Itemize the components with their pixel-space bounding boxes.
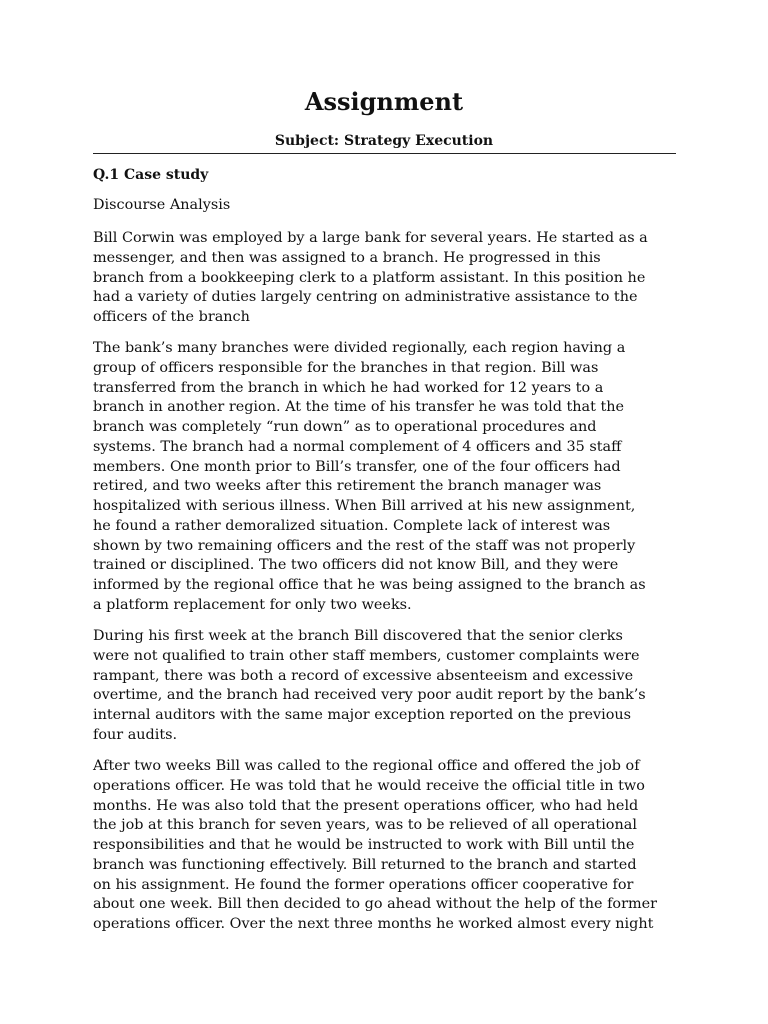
paragraph-line: a platform replacement for only two weeks. (93, 596, 412, 613)
paragraph-line: officers of the branch (93, 309, 250, 325)
header-divider (93, 153, 676, 154)
paragraph-4 (93, 757, 657, 935)
paragraph-line: operations officer. He was told that he would receive the official title in two (93, 777, 645, 794)
paragraph-line: responsibilities and that he would be instructed to work with Bill until the (93, 837, 635, 853)
paragraph-line: retired, and two weeks after this retirement the branch manager was (93, 478, 602, 495)
paragraph-line: During his first week at the branch Bill discovered that the senior clerks (93, 628, 623, 644)
paragraph-line: members. One month prior to Bill’s transfer, one of the four officers had (93, 458, 621, 475)
paragraph-line: operations officer. Over the next three months he worked almost every night (93, 916, 654, 932)
paragraph-line: Bill Corwin was employed by a large bank for several years. He started as a (93, 230, 648, 246)
paragraph-line: overtime, and the branch had received very poor audit report by the bank’s (93, 687, 646, 704)
document-subject: Subject: Strategy Execution (274, 133, 494, 149)
paragraph-line: shown by two remaining officers and the rest of the staff was not properly (93, 537, 636, 554)
paragraph-line: were not qualified to train other staff members, customer complaints were (93, 647, 640, 664)
paragraph-line: After two weeks Bill was called to the regional office and offered the job of (93, 758, 640, 774)
paragraph-line: transferred from the branch in which he had worked for 12 years to a (93, 379, 604, 396)
paragraph-line: systems. The branch had a normal complement of 4 officers and 35 staff (93, 438, 622, 455)
paragraph-line: informed by the regional office that he was being assigned to the branch as (93, 577, 646, 593)
paragraph-line: hospitalized with serious illness. When Bill arrived at his new assignment, (93, 498, 636, 514)
paragraph-line: four audits. (93, 726, 178, 743)
paragraph-3 (93, 627, 646, 746)
section-heading: Q.1 Case study (93, 167, 209, 183)
paragraph-line: messenger, and then was assigned to a branch. He progressed in this (93, 249, 601, 266)
paragraph-line: internal auditors with the same major exception reported on the previous (93, 707, 632, 723)
paragraph-line: months. He was also told that the present operations officer, who had held (93, 797, 639, 814)
paragraph-2 (93, 339, 646, 616)
paragraph-line: he found a rather demoralized situation. Complete lack of interest was (93, 517, 611, 534)
paragraph-line: had a variety of duties largely centring on administrative assistance to the (93, 289, 638, 306)
subheading (93, 196, 230, 216)
paragraph-line: on his assignment. He found the former operations officer cooperative for (93, 876, 634, 893)
paragraph-line: branch was functioning effectively. Bill returned to the branch and started (93, 856, 637, 873)
paragraph-line: branch from a bookkeeping clerk to a platform assistant. In this position he (93, 269, 646, 286)
paragraph-1 (93, 229, 648, 328)
paragraph-line: the job at this branch for seven years, was to be relieved of all operational (93, 817, 637, 834)
paragraph-line: rampant, there was both a record of excessive absenteeism and excessive (93, 667, 634, 684)
paragraph-line: branch was completely “run down” as to operational procedures and (93, 419, 597, 435)
paragraph-line: branch in another region. At the time of his transfer he was told that the (93, 399, 625, 416)
paragraph-line: about one week. Bill then decided to go ahead without the help of the former (93, 896, 657, 913)
paragraph-line: group of officers responsible for the branches in that region. Bill was (93, 359, 599, 376)
document-title: Assignment (304, 87, 464, 116)
subheading-text: Discourse Analysis (93, 197, 231, 213)
paragraph-line: trained or disciplined. The two officers did not know Bill, and they were (93, 557, 619, 574)
paragraph-line: The bank’s many branches were divided regionally, each region having a (93, 340, 626, 356)
